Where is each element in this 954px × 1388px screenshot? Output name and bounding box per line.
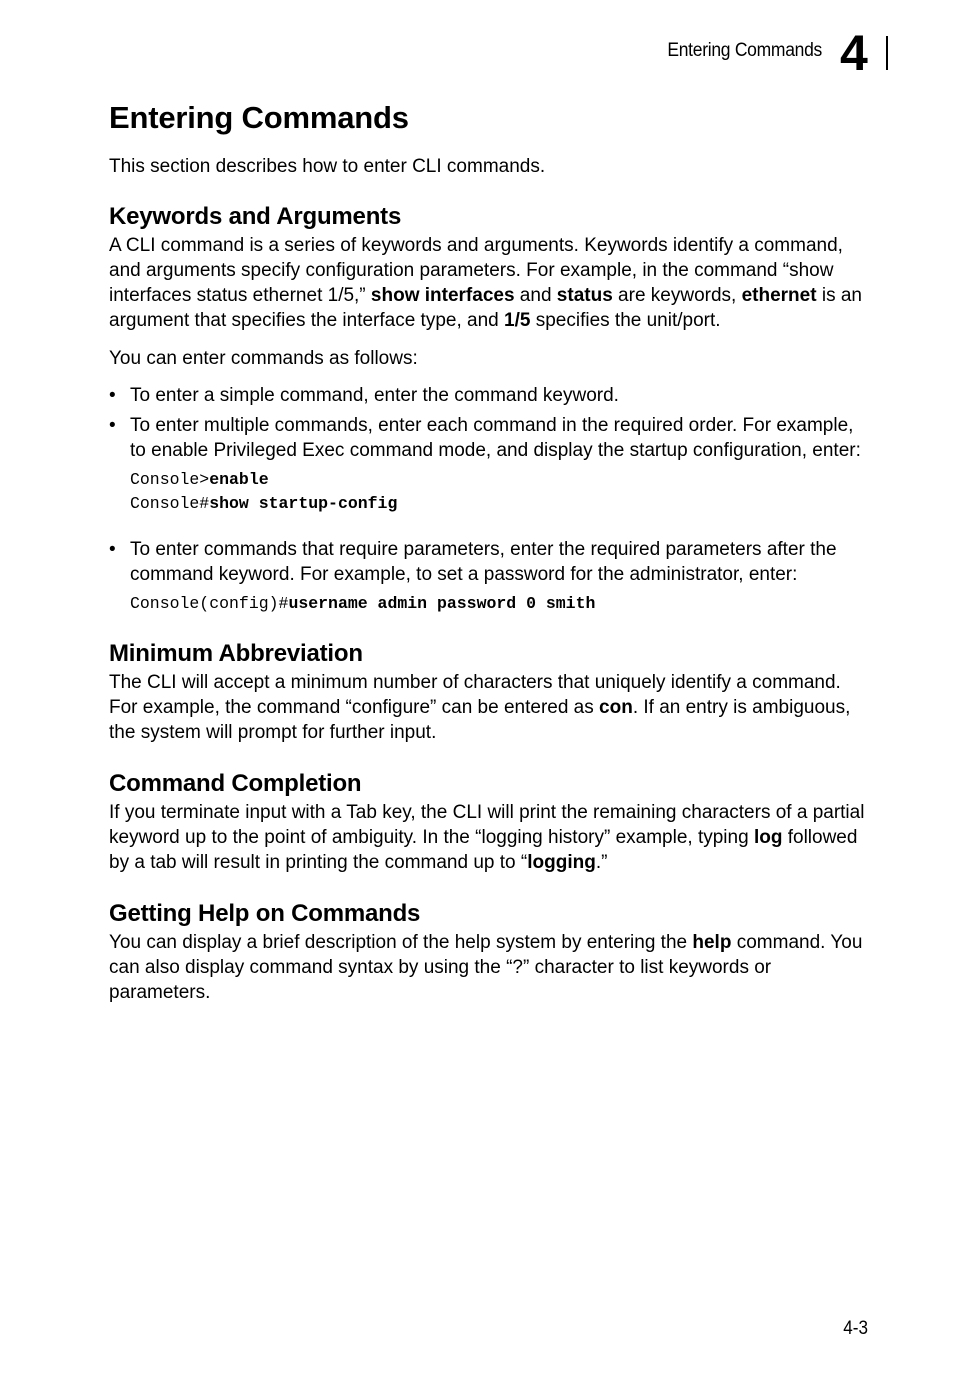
list-item-text: To enter a simple command, enter the command keyword.: [130, 385, 619, 406]
bold-keyword: status: [556, 285, 613, 306]
code-block: [130, 468, 869, 516]
running-title: Entering Commands: [667, 40, 822, 61]
page-title: Entering Commands: [109, 100, 409, 135]
command-entry-list: [109, 383, 869, 616]
code-line: [130, 592, 869, 616]
code-command: username admin password 0 smith: [288, 594, 596, 613]
text-run: and: [514, 285, 557, 306]
page-content: [109, 96, 869, 1005]
bold-keyword: con: [599, 697, 633, 718]
text-run: If you terminate input with a Tab key, the CLI will print the remaining characters of a partial keyword up to the point of ambiguity. In the “logging history” example, typing: [109, 802, 865, 848]
chapter-divider: [886, 36, 888, 70]
text-run: . If an entry is ambiguous, the system will prompt for further input.: [109, 697, 851, 743]
keywords-paragraph: [109, 233, 869, 333]
bold-keyword: show interfaces: [370, 285, 515, 306]
code-line: [130, 492, 869, 516]
code-prompt: Console(config)#: [130, 594, 289, 613]
code-command: enable: [209, 470, 269, 489]
bold-keyword: ethernet: [741, 285, 817, 306]
completion-paragraph: [109, 800, 869, 875]
intro-paragraph: This section describes how to enter CLI commands.: [109, 156, 546, 177]
text-run: is an argument that specifies the interface type, and: [109, 285, 862, 331]
bold-keyword: help: [692, 932, 732, 953]
heading-command-completion: Command Completion: [109, 770, 362, 797]
help-paragraph: [109, 930, 869, 1005]
heading-getting-help: Getting Help on Commands: [109, 900, 421, 927]
page-number: 4-3: [843, 1318, 868, 1339]
bold-keyword: log: [753, 827, 783, 848]
enter-commands-paragraph: You can enter commands as follows:: [109, 348, 418, 369]
heading-minimum-abbreviation: Minimum Abbreviation: [109, 640, 363, 667]
code-prompt: Console>: [130, 470, 210, 489]
list-item: [109, 413, 869, 516]
abbreviation-paragraph: [109, 670, 869, 745]
list-item-text: To enter multiple commands, enter each command in the required order. For example, to enable Privileged Exec command mode, and display the startup configuration, enter:: [130, 415, 861, 461]
bullet: •: [109, 385, 116, 406]
code-block: [130, 592, 869, 616]
chapter-number: 4: [840, 25, 867, 81]
list-item-text: To enter commands that require parameters, enter the required parameters after the command keyword. For example, to set a password for the administrator, enter:: [130, 539, 837, 585]
heading-keywords-and-arguments: Keywords and Arguments: [109, 203, 402, 230]
bold-keyword: 1/5: [504, 310, 531, 331]
code-prompt: Console#: [130, 494, 210, 513]
bullet: •: [109, 415, 116, 436]
list-item: [109, 383, 869, 408]
text-run: are keywords,: [612, 285, 742, 306]
text-run: You can display a brief description of the help system by entering the: [109, 932, 693, 953]
text-run: followed by a tab will result in printing the command up to “: [109, 827, 858, 873]
code-command: show startup-config: [209, 494, 398, 513]
list-item: [109, 537, 869, 616]
running-header: [0, 0, 954, 80]
text-run: specifies the unit/port.: [530, 310, 721, 331]
text-run: The CLI will accept a minimum number of characters that uniquely identify a command. For example, the command “configure” can be entered as: [109, 672, 841, 718]
text-run: .”: [595, 852, 608, 873]
bullet: •: [109, 539, 116, 560]
bold-keyword: logging: [527, 852, 596, 873]
text-run: command. You can also display command syntax by using the “?” character to list keywords or parameters.: [109, 932, 863, 1003]
text-run: A CLI command is a series of keywords and arguments. Keywords identify a command, and arguments specify configuration parameters. For example, in the command “show interfaces status ethernet 1/5,”: [109, 235, 843, 306]
code-line: [130, 468, 869, 492]
